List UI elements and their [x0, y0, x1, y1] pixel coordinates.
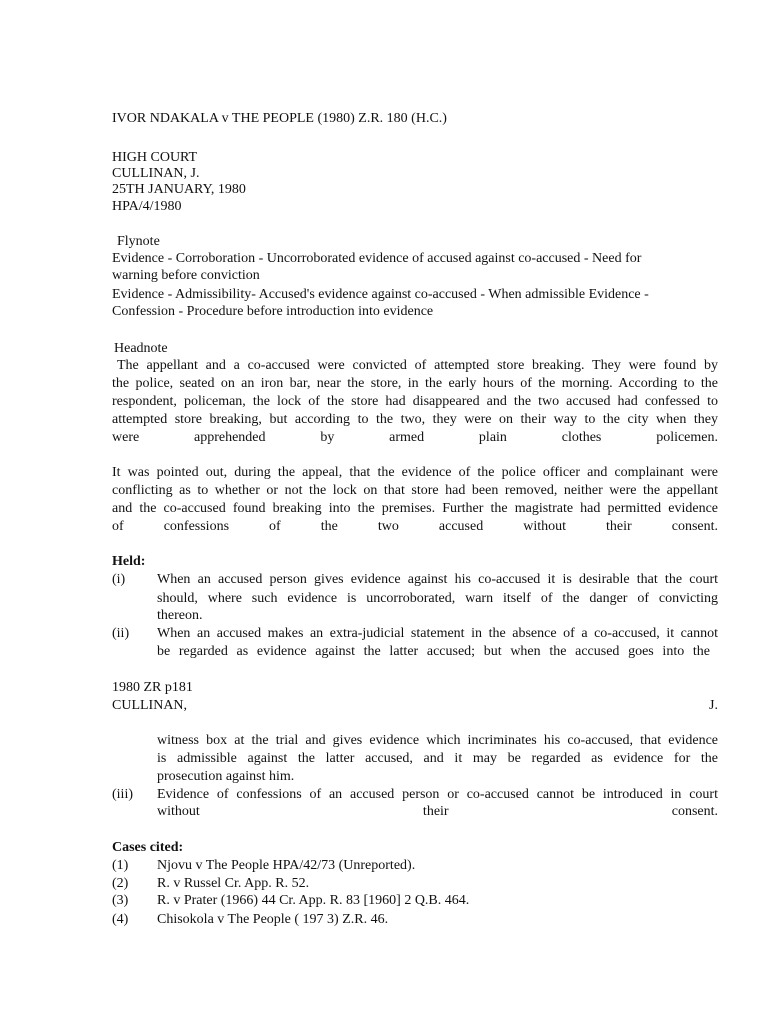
- running-header-judge: CULLINAN,: [112, 698, 188, 713]
- headnote-line: conflicting as to whether or not the lock on that store had been removed, neither were the appellant: [112, 483, 718, 498]
- held-heading: Held:: [112, 554, 146, 569]
- running-header-suffix: J.: [709, 698, 718, 713]
- case-citation: R. v Russel Cr. App. R. 52.: [157, 876, 310, 891]
- headnote-line: It was pointed out, during the appeal, that the evidence of the police officer and complainant were: [112, 465, 718, 480]
- held-line: should, where such evidence is uncorroborated, warn itself of the danger of convicting: [157, 591, 718, 606]
- flynote-line: warning before conviction: [112, 268, 260, 283]
- headnote-line: The appellant and a co-accused were convicted of attempted store breaking. They were found by: [117, 358, 718, 373]
- headnote-line: the police, seated on an iron bar, near the store, in the early hours of the morning. According to the: [112, 376, 718, 391]
- held-number: (i): [112, 572, 126, 587]
- cases-heading: Cases cited:: [112, 840, 184, 855]
- held-line: thereon.: [157, 608, 203, 623]
- judgment-date: 25TH JANUARY, 1980: [112, 182, 246, 197]
- judge-name: CULLINAN, J.: [112, 166, 200, 181]
- held-line: When an accused makes an extra-judicial statement in the absence of a co-accused, it cannot: [157, 626, 718, 641]
- case-citation: Njovu v The People HPA/42/73 (Unreported).: [157, 858, 416, 873]
- case-number-label: (2): [112, 876, 129, 891]
- held-line: is admissible against the latter accused, and it may be regarded as evidence for the: [157, 751, 718, 766]
- case-title: IVOR NDAKALA v THE PEOPLE (1980) Z.R. 180 (H.C.): [112, 111, 447, 126]
- held-line: witness box at the trial and gives evidence which incriminates his co-accused, that evidence: [157, 733, 718, 748]
- held-line: prosecution against him.: [157, 769, 295, 784]
- headnote-line: attempted store breaking, but according to the two, they were on their way to the city when they: [112, 412, 718, 427]
- headnote-line: were apprehended by armed plain clothes policemen.: [112, 430, 718, 445]
- case-number-label: (3): [112, 893, 129, 908]
- case-citation: Chisokola v The People ( 197 3) Z.R. 46.: [157, 912, 389, 927]
- flynote-line: Evidence - Admissibility- Accused's evidence against co-accused - When admissible Evidence -: [112, 287, 649, 302]
- headnote-line: respondent, policeman, the lock of the store had disappeared and the two accused had confessed to: [112, 394, 718, 409]
- court-name: HIGH COURT: [112, 150, 198, 165]
- case-number: HPA/4/1980: [112, 199, 182, 214]
- case-number-label: (4): [112, 912, 129, 927]
- case-citation: R. v Prater (1966) 44 Cr. App. R. 83 [1960] 2 Q.B. 464.: [157, 893, 470, 908]
- held-line: be regarded as evidence against the latter accused; but when the accused goes into the: [157, 644, 710, 659]
- page-reference: 1980 ZR p181: [112, 680, 193, 695]
- headnote-line: and the co-accused found breaking into the premises. Further the magistrate had permitted evidence: [112, 501, 718, 516]
- held-number: (iii): [112, 787, 133, 802]
- flynote-line: Confession - Procedure before introduction into evidence: [112, 304, 434, 319]
- headnote-heading: Headnote: [114, 341, 168, 356]
- headnote-line: of confessions of the two accused without their consent.: [112, 519, 718, 534]
- flynote-heading: Flynote: [117, 234, 160, 249]
- case-number-label: (1): [112, 858, 129, 873]
- flynote-line: Evidence - Corroboration - Uncorroborated evidence of accused against co-accused - Need for: [112, 251, 642, 266]
- held-line: without their consent.: [157, 804, 718, 819]
- held-line: Evidence of confessions of an accused person or co-accused cannot be introduced in court: [157, 787, 718, 802]
- held-line: When an accused person gives evidence against his co-accused it is desirable that the court: [157, 572, 718, 587]
- held-number: (ii): [112, 626, 130, 641]
